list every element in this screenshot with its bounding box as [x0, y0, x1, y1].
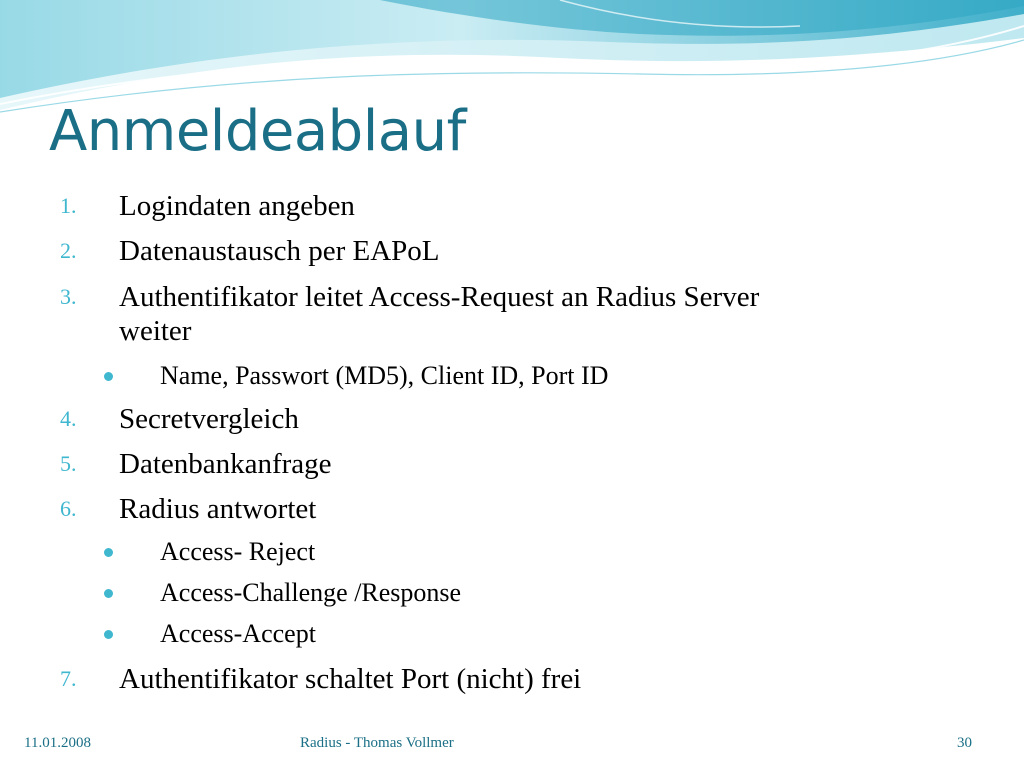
list-item-text: Authentifikator schaltet Port (nicht) frei [119, 663, 582, 695]
footer-page-number: 30 [957, 735, 972, 751]
footer-date: 11.01.2008 [24, 735, 91, 751]
list-number: 5. [60, 451, 77, 476]
list-number: 2. [60, 238, 77, 263]
bullet-dot-icon [104, 372, 113, 381]
sub-list-item-text: Access-Challenge /Response [160, 578, 462, 607]
list-item-text: Secretvergleich [119, 403, 299, 435]
list-number: 6. [60, 496, 77, 521]
list-number: 3. [60, 284, 77, 309]
sub-list-item-text: Name, Passwort (MD5), Client ID, Port ID [160, 361, 609, 390]
footer-center-text: Radius - Thomas Vollmer [300, 735, 454, 751]
sub-list-item-text: Access- Reject [160, 537, 316, 566]
sub-list-item-text: Access-Accept [160, 619, 316, 648]
list-number: 4. [60, 406, 77, 431]
bullet-dot-icon [104, 630, 113, 639]
list-item-text: Authentifikator leitet Access-Request an Radius Server [119, 281, 760, 313]
list-item-text: Logindaten angeben [119, 190, 355, 222]
slide-title: Anmeldeablauf [49, 99, 466, 164]
list-item-text: Datenbankanfrage [119, 448, 332, 480]
bullet-dot-icon [104, 548, 113, 557]
list-item-text-continued: weiter [119, 315, 192, 347]
list-number: 7. [60, 666, 77, 691]
list-item-text: Datenaustausch per EAPoL [119, 235, 440, 267]
bullet-dot-icon [104, 589, 113, 598]
list-number: 1. [60, 193, 77, 218]
list-item-text: Radius antwortet [119, 493, 317, 525]
